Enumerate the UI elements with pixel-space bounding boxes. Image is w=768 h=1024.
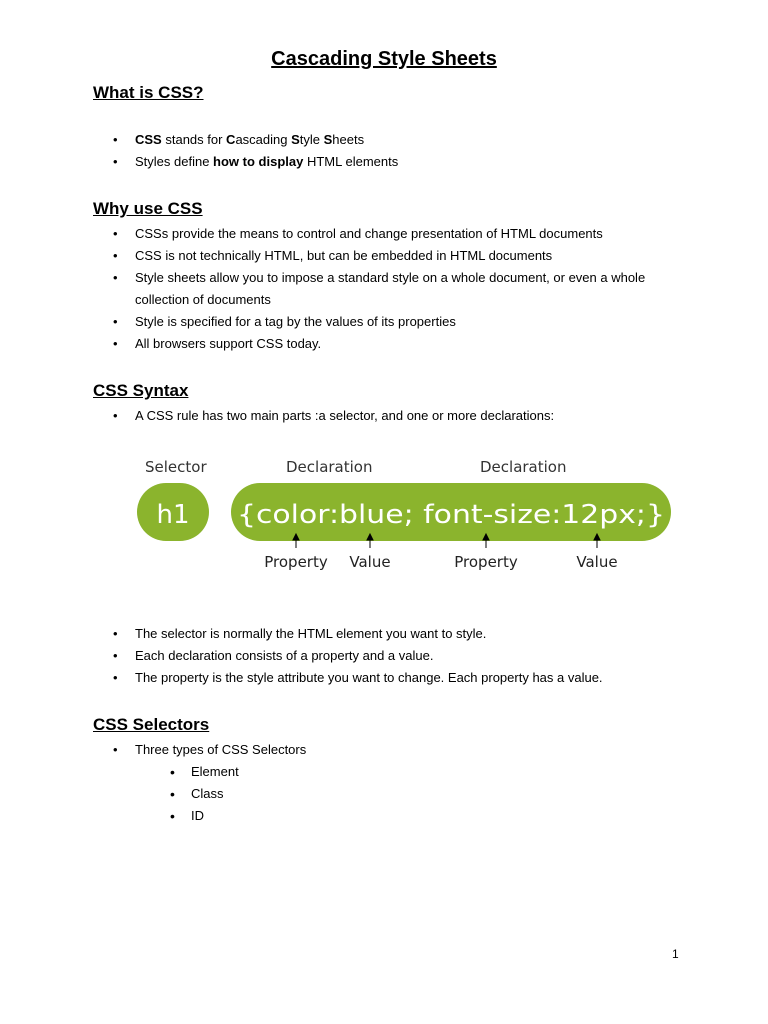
value-label-1: Value xyxy=(349,553,391,571)
list-item: • Style sheets allow you to impose a standard style on a whole document, or even a whole xyxy=(93,267,645,289)
what-is-css-list xyxy=(93,129,398,173)
page-title: Cascading Style Sheets xyxy=(271,48,497,70)
selector-types-list xyxy=(170,761,239,827)
heading-why-use-css: Why use CSS xyxy=(93,199,203,218)
css-selectors-list xyxy=(93,739,306,761)
list-item: • Element xyxy=(170,761,239,783)
list-item: • ID xyxy=(170,805,239,827)
property-label-2: Property xyxy=(454,553,518,571)
declaration-label-1: Declaration xyxy=(286,458,373,476)
list-item: • CSS is not technically HTML, but can be embedded in HTML documents xyxy=(93,245,645,267)
selector-label: Selector xyxy=(145,458,207,476)
heading-css-selectors: CSS Selectors xyxy=(93,715,210,734)
list-item: • Styles define how to display HTML elements xyxy=(93,151,398,173)
declaration-code: {color:blue; font-size:12px;} xyxy=(237,500,665,530)
selector-code: h1 xyxy=(156,500,190,530)
css-syntax-intro-list xyxy=(93,405,554,427)
list-item: • Three types of CSS Selectors xyxy=(93,739,306,761)
list-item: • All browsers support CSS today. xyxy=(93,333,645,355)
declaration-label-2: Declaration xyxy=(480,458,567,476)
list-item: • The selector is normally the HTML element you want to style. xyxy=(93,623,603,645)
list-item: • A CSS rule has two main parts :a selector, and one or more declarations: xyxy=(93,405,554,427)
heading-what-is-css: What is CSS? xyxy=(93,83,204,102)
list-item: • CSSs provide the means to control and change presentation of HTML documents xyxy=(93,223,645,245)
heading-css-syntax: CSS Syntax xyxy=(93,381,189,400)
list-item: • The property is the style attribute you want to change. Each property has a value. xyxy=(93,667,603,689)
list-item: • CSS stands for Cascading Style Sheets xyxy=(93,129,398,151)
css-syntax-list xyxy=(93,623,603,689)
list-item-continuation: collection of documents xyxy=(135,292,271,307)
list-item: • Class xyxy=(170,783,239,805)
list-item: • Each declaration consists of a property and a value. xyxy=(93,645,603,667)
css-syntax-diagram xyxy=(110,450,680,580)
property-label-1: Property xyxy=(264,553,328,571)
why-use-css-list xyxy=(93,223,645,355)
value-label-2: Value xyxy=(576,553,618,571)
page-number: 1 xyxy=(672,947,679,961)
list-item: • Style is specified for a tag by the values of its properties xyxy=(93,311,645,333)
